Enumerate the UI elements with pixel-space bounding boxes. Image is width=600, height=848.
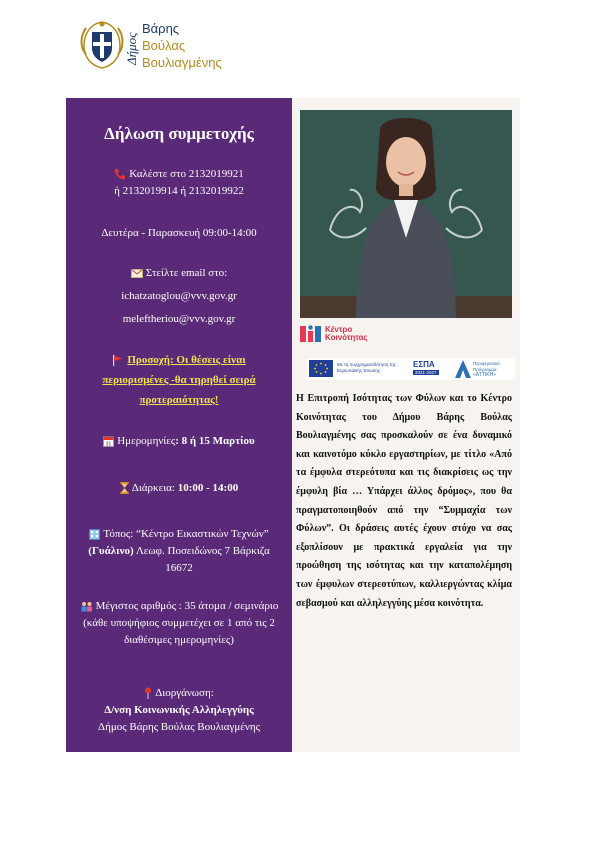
organizer-municipality: Δήμος Βάρης Βούλας Βουλιαγμένης: [98, 721, 260, 733]
capacity-block: [74, 598, 284, 649]
place-venue: (Γυάλινο): [88, 545, 134, 557]
teacher-photo: [300, 110, 512, 318]
logo-line-2: Βούλας: [142, 38, 186, 53]
greek-emblem-icon: [72, 14, 132, 74]
warning-line-2: περιορισμένες -θα τηρηθεί σειρά: [102, 374, 256, 386]
kentro-koinotitas-logo: [300, 323, 394, 347]
logo-line-3: Βουλιαγμένης: [142, 55, 222, 70]
envelope-icon: [131, 269, 143, 278]
phone-block: [74, 166, 284, 200]
people-icon: [80, 601, 93, 612]
warning-line-3: προτεραιότητας!: [139, 394, 219, 406]
place-block: [74, 526, 284, 577]
kentro-logo-text: Κέντρο Κοινότητας: [325, 325, 368, 342]
pushpin-icon: [144, 687, 152, 699]
duration-value: 10:00 - 14:00: [177, 482, 239, 494]
building-icon: [89, 529, 100, 540]
place-postcode: 16672: [165, 562, 193, 574]
logo-line-1: Βάρης: [142, 21, 180, 36]
panel-title: Δήλωση συμμετοχής: [104, 124, 254, 143]
warning-block: [74, 350, 284, 410]
dates-value: : 8 ή 15 Μαρτίου: [175, 435, 255, 447]
organizer-department: Δ/νση Κοινωνικής Αλληλεγγύης: [104, 704, 254, 716]
capacity-line-3: διαθέσιμες ημερομηνίες): [124, 634, 234, 646]
logo-text: [142, 20, 222, 71]
hourglass-icon: [120, 482, 129, 494]
registration-panel: [66, 98, 292, 752]
phone-line-1: Καλέστε στο 2132019921: [129, 168, 244, 180]
attiki-text: «ΑΤΤΙΚΗ»: [473, 372, 496, 378]
calendar-icon: [103, 436, 114, 447]
capacity-line-1: Μέγιστος αριθμός : 35 άτομα / σεμινάριο: [95, 600, 279, 612]
attiki-label: Περιφερειακό Πρόγραμμα: [473, 361, 500, 372]
svg-text:31: 31: [105, 441, 112, 447]
invitation-text: Η Επιτροπή Ισότητας των Φύλων και το Κέντρο Κοινότητας του Δήμου Βάρης Βούλας Βουλιαγμένης σας προσκαλούν σε ένα δυναμικό και καινοτόμο κύκλο εργαστηρίων, με τίτλο «Από τα έμφυλα στερεότυπα και τις διακρίσεις ως την έμφυλη βία … Υπάρχει άλλος δρόμος», που θα πραγματοποιηθούν από την “Συμμαχία των Φύλων”. Οι δράσεις αυτές έχουν στόχο να σας εξοπλίσουν με πρακτικά εργαλεία για την προώθηση της ισότητας και την καταπολέμηση των έμφυλων στερεοτύπων, καλλιεργώντας κλίμα σεβασμού και αλληλεγγύης μέσα κοινότητα.: [296, 393, 512, 609]
phone-icon: [114, 168, 126, 180]
duration-label: Διάρκεια:: [131, 482, 178, 494]
logo-vertical-text: Δήμος: [124, 32, 139, 66]
email-1[interactable]: ichatzatoglou@vvv.gov.gr: [121, 290, 237, 302]
organizer-label: Διοργάνωση:: [155, 687, 214, 699]
phone-line-2: ή 2132019914 ή 2132019922: [114, 185, 244, 197]
funding-logos: [307, 358, 515, 380]
municipality-logo: [72, 14, 242, 76]
espa-label: ΕΣΠΑ: [413, 360, 435, 369]
organizer-block: [74, 685, 284, 736]
office-hours: Δευτέρα - Παρασκευή 09:00-14:00: [101, 227, 257, 239]
warning-line-1: Προσοχή: Οι θέσεις είναι: [127, 354, 246, 366]
place-address: Λεωφ. Ποσειδώνος 7 Βάρκιζα: [133, 545, 270, 557]
duration-block: [74, 480, 284, 497]
dates-block: [74, 433, 284, 450]
email-label: Στείλτε email στο:: [145, 267, 228, 279]
espa-years: 2021-2027: [415, 370, 437, 375]
flag-icon: [112, 355, 124, 366]
attiki-icon: [455, 360, 471, 378]
place-line-1: Τόπος: “Κέντρο Εικαστικών Τεχνών”: [103, 528, 269, 540]
capacity-line-2: (κάθε υποψήφιος συμμετέχει σε 1 από τις 2: [83, 617, 275, 629]
email-2[interactable]: meleftheriou@vvv.gov.gr: [122, 313, 236, 325]
dates-label: Ημερομηνίες: [117, 435, 176, 447]
eu-flag-icon: [309, 360, 333, 377]
eu-cofunding-text: Με τη συγχρηματοδότηση της Ευρωπαϊκής Ένωσης: [337, 362, 397, 373]
email-block: [74, 265, 284, 328]
